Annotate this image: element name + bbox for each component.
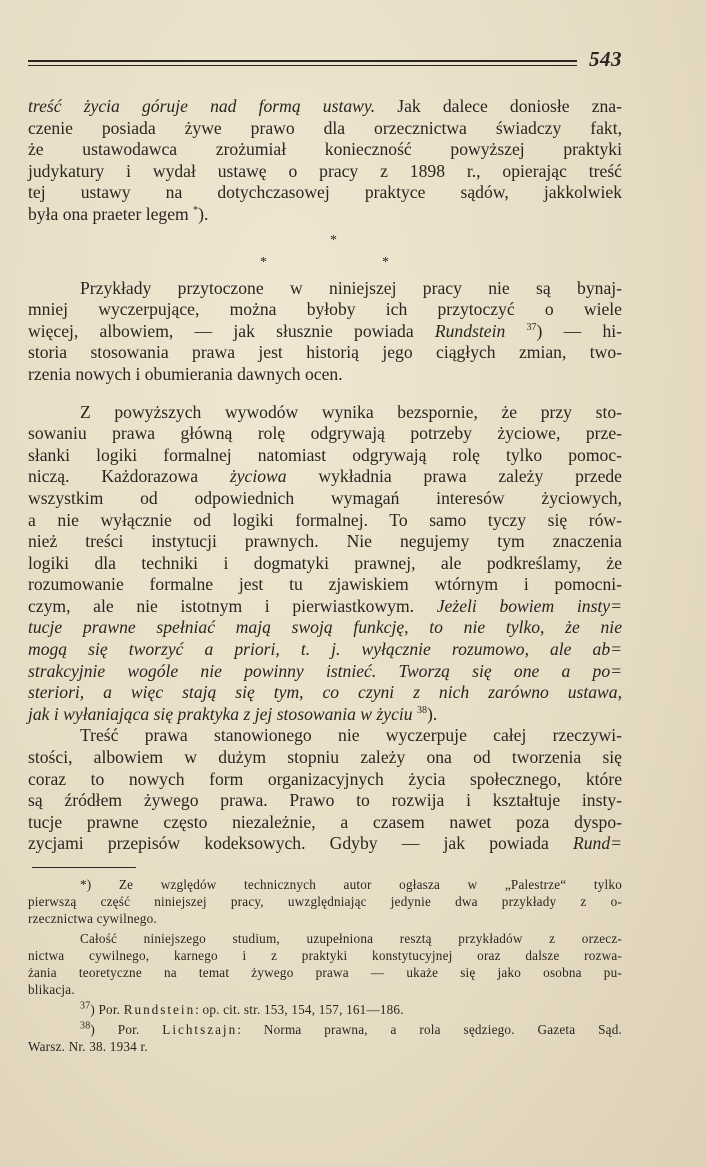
footnote-1-line-1: *) Ze względów technicznych autor ogłasza w „Palestrze“ tylko [80, 877, 622, 892]
para4-line-3: coraz to nowych form organizacyjnych życia społecznego, które [28, 768, 622, 789]
para3-line-4: niczą. Każdorazowa życiowa wykładnia prawa zależy przede [28, 466, 622, 487]
para3-line-14: steriori, a więc stają się tym, co czyni z nich zarówno ustawa, [28, 682, 622, 703]
asterisk-3: * [382, 254, 389, 270]
paragraph-4 [28, 725, 622, 855]
section-separator [28, 226, 622, 278]
paragraph-2 [28, 278, 622, 386]
para4-line-1: Treść prawa stanowionego nie wyczerpuje całej rzeczywi- [80, 725, 622, 746]
footnote-rule [32, 867, 136, 868]
para3-line-5: wszystkim od odpowiednich wymagań interesów życiowych, [28, 487, 622, 508]
para4-line-5: tucje prawne często niezależnie, a czasem nawet poza dyspo- [28, 811, 622, 832]
para2-line-3: więcej, albowiem, — jak słusznie powiada Rundstein $^{37}$) — hi- [28, 320, 622, 341]
footnote-2-line-2: nictwa cywilnego, karnego i z praktyki konstytucyjnej oraz dalsze rozwa- [28, 948, 622, 963]
paragraph-1 [28, 96, 622, 226]
footnote-3 [28, 1001, 622, 1018]
asterisk-1: * [330, 232, 337, 248]
header-rule [28, 60, 577, 66]
para2-line-5: rzenia nowych i obumierania dawnych ocen. [28, 363, 343, 384]
footnote-4 [28, 1021, 622, 1055]
para3-line-10: czym, ale nie istotnym i pierwiastkowym. Jeżeli bowiem insty= [28, 595, 622, 616]
para3-line-3: słanki logiki formalnej natomiast odgrywają rolę tylko pomoc- [28, 444, 622, 465]
para3-line-2: sowaniu prawa główną rolę odgrywają potrzeby życiowe, prze- [28, 423, 622, 444]
paragraph-3 [28, 402, 622, 726]
footnote-2-line-4: blikacja. [28, 982, 75, 997]
para1-line-6: była ona praeter legem *). [28, 203, 209, 224]
page-header [28, 40, 622, 70]
para3-line-15: jak i wyłaniająca się praktyka z jej stosowania w życiu $^{38}$). [28, 703, 438, 724]
footnote-4-line-1: $^{38}$) Por. Lichtszajn: Norma prawna, a rola sędziego. Gazeta Sąd. [80, 1020, 622, 1037]
para3-line-12: mogą się tworzyć a priori, t. j. wyłącznie rozumowo, ale ab= [28, 639, 622, 660]
footnote-1 [28, 876, 622, 927]
para3-line-7: nież treści instytucji prawnych. Nie negujemy tym znaczenia [28, 531, 622, 552]
para3-line-8: logiki dla techniki i dogmatyki prawnej, ale podkreślamy, że [28, 552, 622, 573]
para3-line-13: strakcyjnie wogóle nie powinny istnieć. Tworzą się one a po= [28, 660, 622, 681]
footnote-1-line-2: pierwszą część niniejszej pracy, uwzględniając jedynie dwa przykłady z o- [28, 894, 622, 909]
para1-line-1: treść życia góruje nad formą ustawy. Jak dalece doniosłe zna- [28, 96, 622, 116]
footnotes [28, 876, 622, 1055]
asterisk-2: * [260, 254, 267, 270]
footnote-2-line-1: Całość niniejszego studium, uzupełniona resztą przykładów z orzecz- [80, 931, 622, 946]
footnote-1-line-3: rzecznictwa cywilnego. [28, 911, 157, 926]
footnote-4-line-2: Warsz. Nr. 38. 1934 r. [28, 1039, 148, 1054]
para1-line-4: judykatury i wydał ustawę o pracy z 1898 r., opierając treść [28, 160, 622, 181]
para1-line-3: że ustawodawca zrożumiał konieczność powyższej praktyki [28, 139, 622, 160]
para1-line-2: czenie posiada żywe prawo dla orzecznictwa świadczy fakt, [28, 117, 622, 138]
para4-line-4: są źródłem żywego prawa. Prawo to rozwija i kształtuje insty- [28, 790, 622, 811]
footnote-3-line-1: $^{37}$) Por. Rundstein: op. cit. str. 153, 154, 157, 161—186. [80, 1000, 404, 1017]
para2-line-1: Przykłady przytoczone w niniejszej pracy nie są bynaj- [80, 277, 622, 298]
para4-line-6: zycjami przepisów kodeksowych. Gdyby — jak powiada Rund= [28, 833, 622, 854]
body-text [28, 96, 622, 855]
footnote-2 [28, 930, 622, 998]
footnote-2-line-3: żania teoretyczne na temat żywego prawa — ukaże się jako osobna pu- [28, 965, 622, 980]
para1-line-5: tej ustawy na dotychczasowej praktyce sądów, jakkolwiek [28, 182, 622, 203]
para3-line-11: tucje prawne spełniać mają swoją funkcję, to nie tylko, że nie [28, 617, 622, 638]
para3-line-1: Z powyższych wywodów wynika bezspornie, że przy sto- [80, 401, 622, 422]
para3-line-6: a nie wyłącznie od logiki formalnej. To samo tyczy się rów- [28, 509, 622, 530]
para3-line-9: rozumowanie formalne jest tu zjawiskiem wtórnym i pomocni- [28, 574, 622, 595]
page-number: 543 [589, 47, 622, 71]
para2-line-4: storia stosowania prawa jest historią jego ciągłych zmian, two- [28, 342, 622, 363]
para2-line-2: mniej wyczerpujące, można byłoby ich przytoczyć o wiele [28, 299, 622, 320]
para4-line-2: stości, albowiem w dużym stopniu zależy ona od tworzenia się [28, 747, 622, 768]
